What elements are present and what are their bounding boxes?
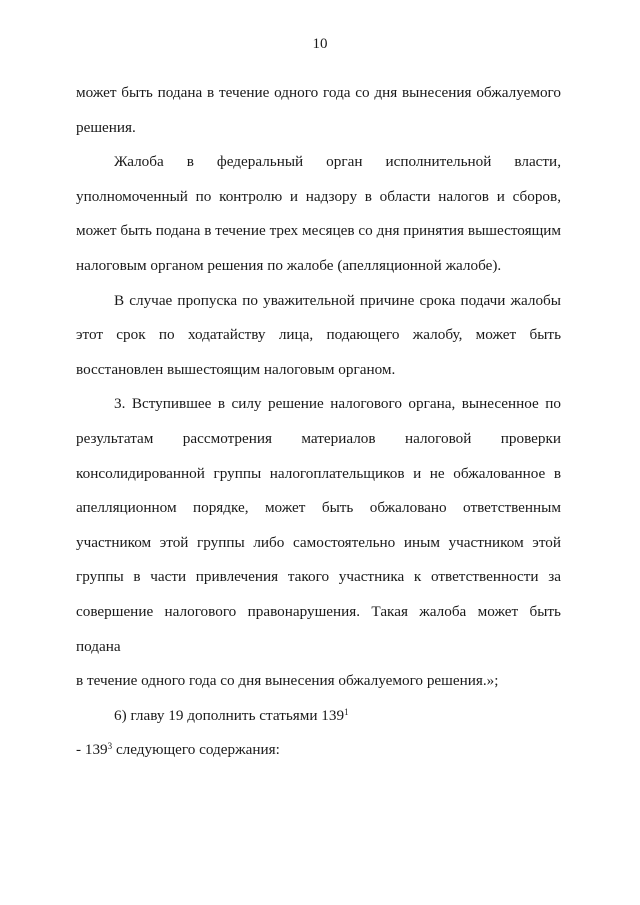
text-line: решения.	[76, 118, 136, 136]
page-number: 10	[312, 36, 328, 52]
text-line: 3. Вступившее в силу решение налогового органа, вынесенное по	[114, 395, 561, 413]
text-line: консолидированной группы налогоплательщиков и не обжалованное в	[76, 464, 561, 482]
text-line: апелляционном порядке, может быть обжаловано ответственным	[76, 499, 561, 517]
text-line: совершение налогового правонарушения. Такая жалоба может быть подана	[76, 602, 561, 655]
text-line: может быть подана в течение одного года со дня вынесения обжалуемого	[76, 84, 561, 101]
text-line: В случае пропуска по уважительной причине срока подачи жалобы	[114, 291, 561, 309]
paragraph-missed-deadline	[76, 284, 561, 388]
superscript: 1	[344, 706, 349, 717]
text-segment: следующего содержания:	[112, 741, 280, 759]
text-line	[76, 699, 561, 734]
paragraph-continuation	[76, 76, 561, 145]
text-line: Жалоба в федеральный орган исполнительной власти,	[114, 153, 561, 171]
text-line: участником этой группы либо самостоятельно иным участником этой	[76, 533, 561, 551]
text-line: налоговым органом решения по жалобе (апелляционной жалобе).	[76, 256, 502, 274]
text-segment: - 139	[76, 741, 108, 759]
text-line: может быть подана в течение трех месяцев со дня принятия вышестоящим	[76, 222, 561, 240]
text-segment: 6) главу 19 дополнить статьями 139	[114, 706, 345, 724]
paragraph-item-3	[76, 387, 561, 698]
paragraph-complaint-federal-body	[76, 145, 561, 283]
paragraph-item-6	[76, 699, 561, 768]
text-line: уполномоченный по контролю и надзору в области налогов и сборов,	[76, 187, 561, 205]
text-line: группы в части привлечения такого участника к ответственности за	[76, 568, 561, 586]
text-line: восстановлен вышестоящим налоговым органом.	[76, 360, 396, 378]
text-line: результатам рассмотрения материалов налоговой проверки	[76, 429, 561, 447]
text-line: этот срок по ходатайству лица, подающего жалобу, может быть	[76, 326, 561, 344]
document-body	[76, 76, 561, 768]
text-line: в течение одного года со дня вынесения обжалуемого решения.»;	[76, 672, 499, 690]
superscript: 3	[107, 741, 113, 752]
